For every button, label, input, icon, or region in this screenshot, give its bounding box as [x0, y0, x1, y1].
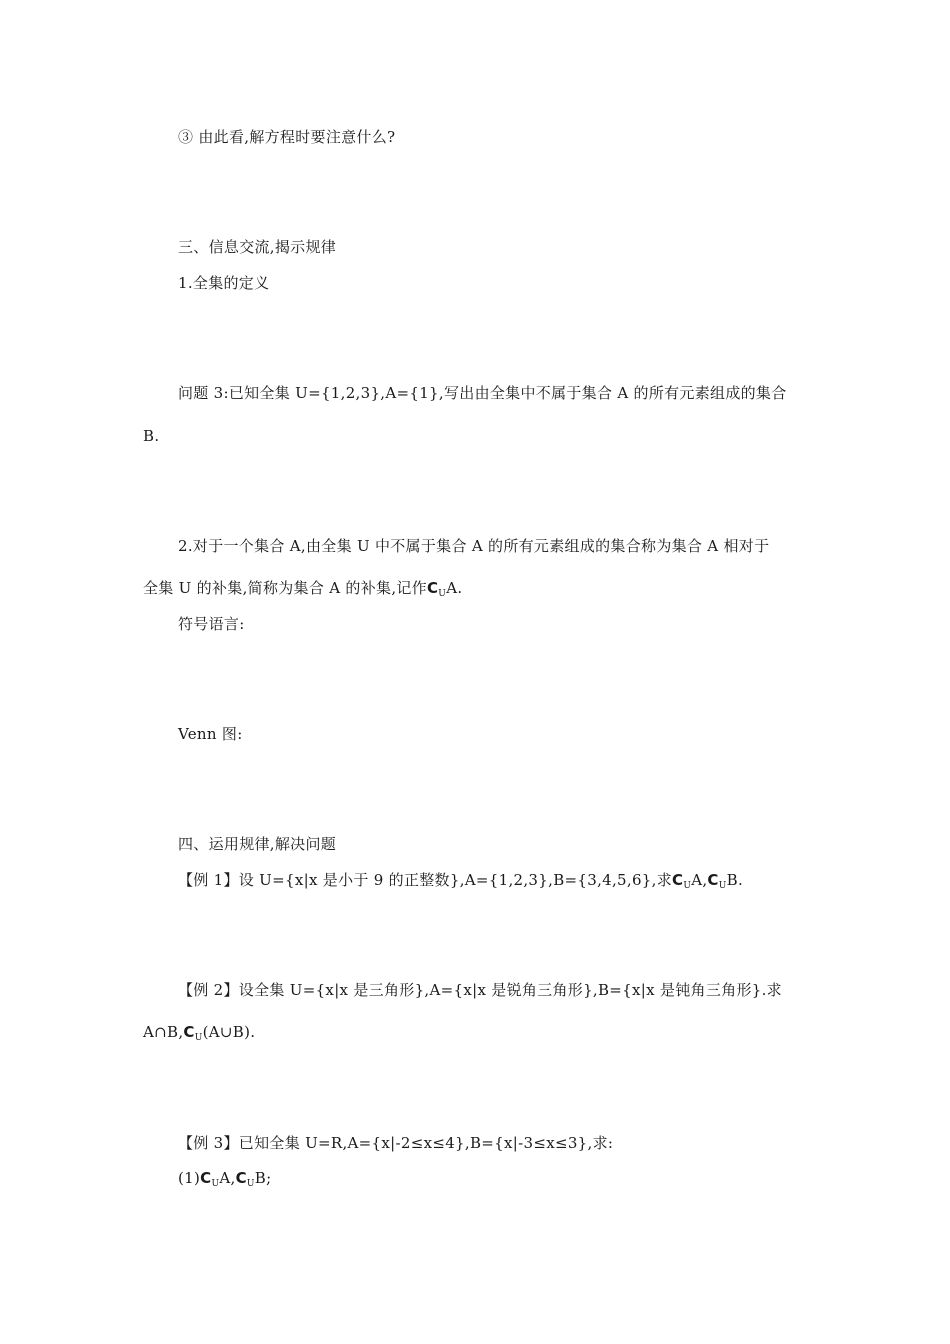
- example-1-part-b: B.: [726, 871, 744, 889]
- definition-2-text: 全集 U 的补集,简称为集合 A 的补集,记作: [143, 579, 427, 597]
- venn-diagram-label: Venn 图:: [178, 725, 243, 743]
- example-1-part-a: A,: [691, 871, 708, 889]
- symbol-language-label: 符号语言:: [178, 615, 245, 633]
- complement-symbol: C: [183, 1023, 195, 1041]
- definition-2-end: A.: [446, 579, 463, 597]
- example-2-line-2: [143, 1022, 255, 1048]
- subscript-u: U: [194, 1033, 203, 1043]
- example-1-text: 【例 1】设 U={x|x 是小于 9 的正整数},A={1,2,3},B={3,4,5,6},求: [178, 871, 673, 889]
- section-3-title: 三、信息交流,揭示规律: [178, 238, 337, 256]
- subscript-u: U: [211, 1179, 220, 1189]
- example-2-line-1: 【例 2】设全集 U={x|x 是三角形},A={x|x 是锐角三角形},B={x|x 是钝角三角形}.求: [178, 981, 782, 999]
- example-3-part-a: A,: [219, 1169, 236, 1187]
- example-3-line-1: 【例 3】已知全集 U=R,A={x|-2≤x≤4},B={x|-3≤x≤3},求:: [178, 1134, 614, 1152]
- definition-1-title: 1.全集的定义: [178, 274, 270, 292]
- complement-symbol: C: [235, 1169, 247, 1187]
- complement-symbol: C: [672, 871, 684, 889]
- subscript-u: U: [246, 1179, 255, 1189]
- section-4-title: 四、运用规律,解决问题: [178, 835, 337, 853]
- example-3-line-2: [178, 1168, 271, 1194]
- definition-2-line-1: 2.对于一个集合 A,由全集 U 中不属于集合 A 的所有元素组成的集合称为集合 A 相对于: [178, 537, 770, 555]
- example-2-end: (A∪B).: [202, 1023, 256, 1041]
- subscript-u: U: [683, 881, 692, 891]
- complement-symbol: C: [707, 871, 719, 889]
- question-note: ③ 由此看,解方程时要注意什么?: [178, 128, 396, 146]
- example-1: [178, 870, 743, 896]
- problem-3-line-1: 问题 3:已知全集 U={1,2,3},A={1},写出由全集中不属于集合 A 的所有元素组成的集合: [178, 384, 787, 402]
- complement-symbol: C: [200, 1169, 212, 1187]
- example-3-start: (1): [178, 1169, 201, 1187]
- complement-symbol: C: [426, 579, 439, 597]
- example-3-part-b: B;: [254, 1169, 272, 1187]
- subscript-u: U: [718, 881, 727, 891]
- example-2-start: A∩B,: [143, 1023, 184, 1041]
- definition-2-line-2: [143, 578, 462, 604]
- subscript-u: U: [438, 589, 447, 599]
- problem-3-line-2: B.: [143, 427, 160, 445]
